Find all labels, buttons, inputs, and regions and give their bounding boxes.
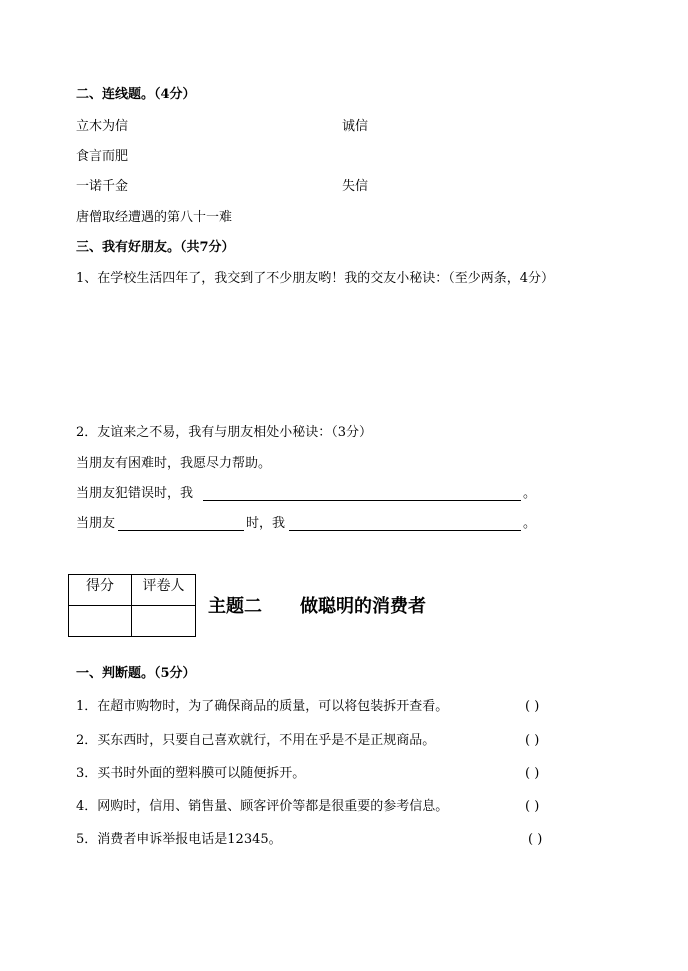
judge-heading: 一、判断题。（5分） xyxy=(76,666,196,681)
answer-bracket[interactable]: ( ) xyxy=(525,733,540,748)
section3-heading: 三、我有好朋友。（共7分） xyxy=(76,240,235,255)
match-left-item: 立木为信 xyxy=(76,119,129,134)
score-header: 得分 xyxy=(69,575,132,606)
topic-title: 主题二 xyxy=(208,596,262,617)
blank-line[interactable] xyxy=(203,500,521,501)
judge-item: 3．买书时外面的塑料膜可以随便拆开。 xyxy=(76,766,306,781)
judge-item: 1．在超市购物时，为了确保商品的质量，可以将包装拆开查看。 xyxy=(76,699,449,714)
match-left-item: 食言而肥 xyxy=(76,149,129,164)
blank-line[interactable] xyxy=(289,530,521,531)
grader-cell[interactable] xyxy=(132,606,196,637)
answer-line-3-prefix: 当朋友 xyxy=(76,516,116,531)
grader-header: 评卷人 xyxy=(132,575,196,606)
answer-bracket[interactable]: ( ) xyxy=(525,699,540,714)
match-left-item: 一诺千金 xyxy=(76,179,129,194)
answer-bracket[interactable]: ( ) xyxy=(528,832,543,847)
judge-item: 4．网购时，信用、销售量、顾客评价等都是很重要的参考信息。 xyxy=(76,799,449,814)
blank-line[interactable] xyxy=(118,530,244,531)
match-right-item: 诚信 xyxy=(342,119,369,134)
answer-line-3-suffix: 。 xyxy=(523,516,537,531)
answer-line-2-prefix: 当朋友犯错误时，我 xyxy=(76,486,194,501)
question-2: 2．友谊来之不易，我有与朋友相处小秘诀：（3分） xyxy=(76,425,373,440)
answer-line-3-mid: 时，我 xyxy=(246,516,286,531)
answer-line-1: 当朋友有困难时，我愿尽力帮助。 xyxy=(76,456,272,471)
score-table xyxy=(68,574,196,637)
match-left-item: 唐僧取经遭遇的第八十一难 xyxy=(76,210,233,225)
judge-item: 5．消费者申诉举报电话是12345。 xyxy=(76,832,282,847)
answer-bracket[interactable]: ( ) xyxy=(525,766,540,781)
answer-line-2-suffix: 。 xyxy=(523,486,537,501)
topic-subtitle: 做聪明的消费者 xyxy=(300,596,426,617)
answer-bracket[interactable]: ( ) xyxy=(525,799,540,814)
judge-item: 2．买东西时，只要自己喜欢就行，不用在乎是不是正规商品。 xyxy=(76,733,436,748)
section2-heading: 二、连线题。（4分） xyxy=(76,87,196,102)
score-cell[interactable] xyxy=(69,606,132,637)
question-1: 1、在学校生活四年了，我交到了不少朋友哟！我的交友小秘诀：（至少两条，4分） xyxy=(76,271,555,286)
match-right-item: 失信 xyxy=(342,179,369,194)
